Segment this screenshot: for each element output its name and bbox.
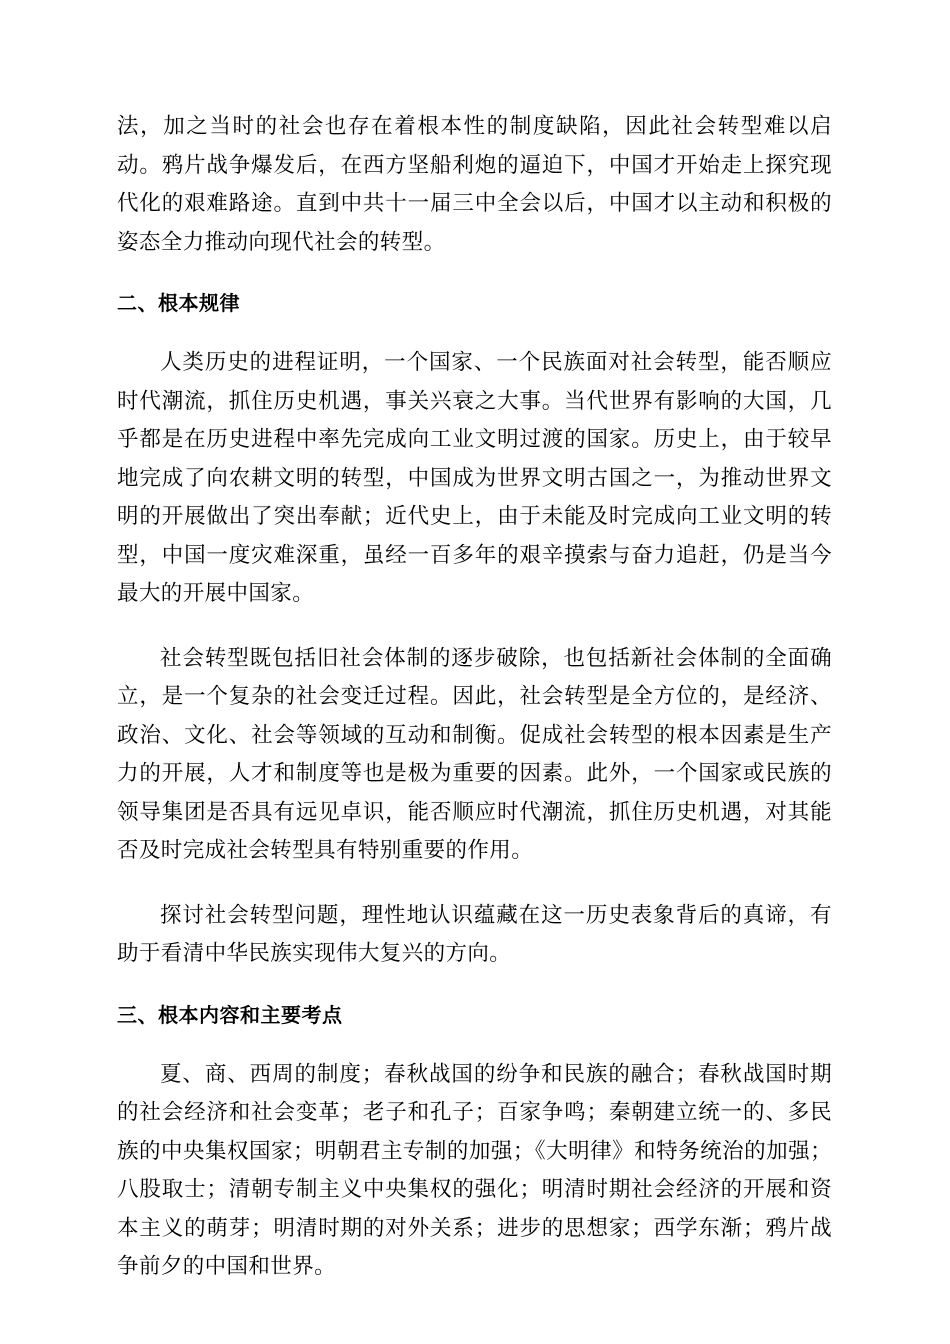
spacer xyxy=(117,322,832,344)
section-heading-2: 二、根本规律 xyxy=(117,291,240,315)
spacer xyxy=(117,614,832,640)
spacer xyxy=(117,262,832,284)
document-page xyxy=(117,108,832,1287)
paragraph-history-progress: 人类历史的进程证明，一个国家、一个民族面对社会转型，能否顺应时代潮流，抓住历史机遇，事关兴衰之大事。当代世界有影响的大国，几乎都是在历史进程中率先完成向工业文明过渡的国家。历史上，由于较早地完成了向农耕文明的转型，中国成为世界文明古国之一，为推动世界文明的开展做出了突出奉献；近代史上，由于未能及时完成向工业文明的转型，中国一度灾难深重，虽经一百多年的艰辛摸索与奋力追赶，仍是当今最大的开展中国家。 xyxy=(117,350,832,606)
section-heading-3: 三、根本内容和主要考点 xyxy=(117,1002,343,1027)
spacer xyxy=(117,1034,832,1056)
paragraph-social-transition: 社会转型既包括旧社会体制的逐步破除，也包括新社会体制的全面确立，是一个复杂的社会变迁过程。因此，社会转型是全方位的，是经济、政治、文化、社会等领域的互动和制衡。促成社会转型的根本因素是生产力的开展，人才和制度等也是极为重要的因素。此外，一个国家或民族的领导集团是否具有远见卓识，能否顺应时代潮流，抓住历史机遇，对其能否及时完成社会转型具有特别重要的作用。 xyxy=(117,645,832,863)
spacer xyxy=(117,974,832,996)
paragraph-continuation: 法，加之当时的社会也存在着根本性的制度缺陷，因此社会转型难以启动。鸦片战争爆发后，在西方坚船利炮的逼迫下，中国才开始走上探究现代化的艰难路途。直到中共十一届三中全会以后，中国才以主动和积极的姿态全力推动向现代社会的转型。 xyxy=(117,114,832,255)
spacer xyxy=(117,871,832,897)
paragraph-explore-problem: 探讨社会转型问题，理性地认识蕴藏在这一历史表象背后的真谛，有助于看清中华民族实现伟大复兴的方向。 xyxy=(117,902,832,966)
paragraph-key-points: 夏、商、西周的制度；春秋战国的纷争和民族的融合；春秋战国时期的社会经济和社会变革；老子和孔子；百家争鸣；秦朝建立统一的、多民族的中央集权国家；明朝君主专制的加强；《大明律》和特务统治的加强；八股取士；清朝专制主义中央集权的强化；明清时期社会经济的开展和资本主义的萌芽；明清时期的对外关系；进步的思想家；西学东渐；鸦片战争前夕的中国和世界。 xyxy=(117,1061,832,1279)
